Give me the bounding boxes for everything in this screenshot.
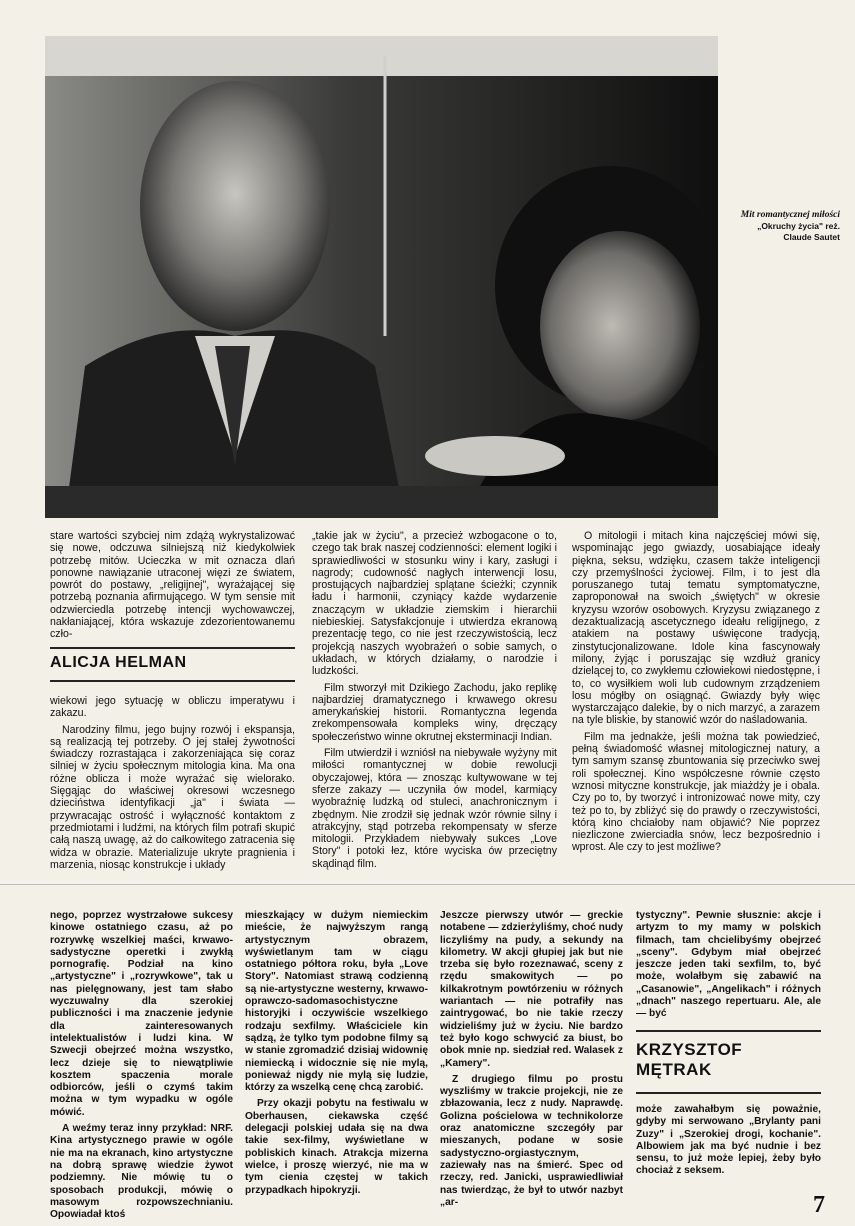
article1-column1-top (50, 530, 295, 645)
paragraph: stare wartości szybciej nim zdążą wykrystalizować się nowe, odczuwa silniejszą niż kiedykolwiek potrzebę mitów. Ucieczka w mit oznacza dlań ponowne nawiązanie utraconej więzi ze światem, powrót do postawy, „religijnej", wyrażającej się potrzebą poznania afirmującego. W tym sensie mit odzwierciedla potrzebę intencji wychowawczej, nakłaniającej, która wskazuje zdezorientowanemu czło- (50, 530, 295, 641)
author-rule-top (50, 647, 295, 649)
article1-column2 (312, 530, 557, 874)
paragraph: nego, poprzez wystrzałowe sukcesy kinowe ostatniego czasu, aż po rozrywkę wszelkiej maści, krwawo-sadystyczne operetki i zwykłą pornografię. Podział na kino „artystyczne" i „rozrywkowe", tak u nas pielęgnowany, jest tam słabo wyczuwalny dla szerokiej publiczności i ma znaczenie jedynie dla zainteresowanych intelektualistów i ludzi kina. W Szwecji obejrzeć można wszystko, lecz dzieje się to niewątpliwie kosztem spaczenia morale odbiorców, jeśli o czymś takim można w tym wypadku w ogóle mówić. (50, 910, 233, 1118)
paragraph: może zawahałbym się poważnie, gdyby mi serwowano „Brylanty pani Zuzy" i „Szerokiej drogi, kochanie". Albowiem jak ma być nudnie i bez sensu, to już może lepiej, żeby było chociaż z seksem. (636, 1104, 821, 1177)
paragraph: „takie jak w życiu", a przecież wzbogacone o to, czego tak brak naszej codzienności: element logiki i sprawiedliwości w stosunku winy i kary, zasługi i nagrody; cudowność nagłych interwencji losu, prostujących najbardziej splątane ścieżki; czynnik ładu i harmonii, czyniący każde wydarzenie znaczącym w układzie ziemskim i hierarchii niebieskiej. Satysfakcjonuje i utwierdza ekranową prezentację tego, co nie jest rzeczywistością, lecz projekcją naszych wyobrażeń o sobie samych, o układach, w których działamy, o narodzie i ludzkości. (312, 530, 557, 678)
film-still-photo (45, 36, 718, 518)
author-rule-bottom (50, 680, 295, 682)
article1-column3 (572, 530, 820, 858)
paragraph: Narodziny filmu, jego bujny rozwój i ekspansja, są realizacją tej potrzeby. O jej stałej żywotności świadczy rozrastająca i zakorzeniająca się coraz silniej w życiu społecznym mitologia kina. Ma ona różne oblicza i może wyrażać się wielorako. Sięgąjąc do właściwej okresowi wczesnego dzieciństwa identyfikacji „ja" i świata — przywracając ostrość i wyłączność kontaktom z przedmiotami i ludźmi, na których film potrafi skupić całą naszą uwagę, aż do całkowitego zatracenia się widza w obrazie. Materializuje ukryte pragnienia i marzenia, niosąc konstrukcje i układy (50, 723, 295, 871)
article1-column1-bottom (50, 695, 295, 875)
paragraph: O mitologii i mitach kina najczęściej mówi się, wspominając jego gwiazdy, uosabiające ideały piękna, seksu, wdzięku, czasem także inteligencji czy przemyślności życiowej. Film, i to jest dla poruszanego tutaj tematu symptomatyczne, zaproponował na swoich „świętych" w okresie kryzysu wzorów osobowych. Kryzysu związanego z dezaktualizacją ascetycznego ideału religijnego, z atakiem na postawy uświęcone tradycją, zinstytucjonalizowane. Idole kina fascynowały milony, żyjąc i poruszając się wzdłuż granicy dzielącej to, co zwykłemu człowiekowi niedostępne, i to, co wysiłkiem woli lub cudownym zrządzeniem losu mógłby on osiągnąć. Gwiazdy były więc wystarczająco dalekie, by o nich marzyć, a zarazem na tyle bliskie, by stanowić wzór do naśladowania. (572, 530, 820, 727)
paragraph: Jeszcze pierwszy utwór — greckie notabene — zdzierżyliśmy, choć nudy liczyliśmy na pudy, a sekundy na kilometry. W akcji głupiej jak but nie trzeba się było rozeznawać, sceny z rzędu smakowitych — po kilkakrotnym powtórzeniu w różnych wariantach — nie potrafiły nas zaintrygować, bo nie takie rzeczy widzieliśmy już w życiu. Nie bardzo też było kogo schwycić za biust, bo obok mnie np. siedział red. Walasek z „Kamery". (440, 910, 623, 1069)
paragraph: A weźmy teraz inny przykład: NRF. Kina artystycznego prawie w ogóle nie ma na ekranach, kino artystyczne na dobrą sprawę wiedzie żywot podziemny. Nie mówię tu o sposobach produkcji, mówię o masowym rozpowszechnianiu. Opowiadał ktoś (50, 1123, 233, 1221)
article1-author: ALICJA HELMAN (50, 654, 187, 671)
article2-column2 (245, 910, 428, 1201)
paragraph: Z drugiego filmu po prostu wyszliśmy w trakcie projekcji, nie ze zbłazowania, lecz z nudy. Naprawdę. Golizna pościelowa w technikolorze oraz anatomiczne szczegóły par mieszanych, podane w sosie sadystyczno-orgiastycznym, zaziewały nas na śmierć. Spec od rzeczy, red. Janicki, usprawiedliwiał nas twierdząc, że był to utwór nazbyt „ar- (440, 1073, 623, 1208)
paragraph: Przy okazji pobytu na festiwalu w Oberhausen, ciekawska część delegacji polskiej udała się na dwa takie sex-filmy, wyświetlane w pobliskich kinach. Atrakcja mizerna wielce, i proszę wierzyć, nie ma w tym cienia częstej w takich przypadkach hipokryzji. (245, 1098, 428, 1196)
paragraph: Film ma jednakże, jeśli można tak powiedzieć, pełną świadomość własnej mitologicznej natury, a tym samym szansę zbuntowania się przeciwko swej roli społecznej. Kino współczesne równie często wznosi mityczne konstrukcje, jak miażdży je i obala. Czy po to, by tworzyć i intronizować nowe mity, czy też po to, by zbliżyć się do prawdy o rzeczywistości, którą kino chciałoby nam objawić? Nie poprzez niezliczone zwierciadła snów, lecz bezpośrednio i wprost. Ale czy to jest możliwe? (572, 730, 820, 854)
author-first-name: KRZYSZTOF (636, 1040, 743, 1059)
article2-column1 (50, 910, 233, 1225)
page-number: 7 (813, 1192, 825, 1218)
article2-column4-bottom (636, 1104, 821, 1182)
caption-title: Mit romantycznej miłości (740, 210, 840, 220)
paragraph: tystyczny". Pewnie słusznie: akcje i artyzm to my mamy w polskich filmach, tam chcielibyśmy obejrzeć „sceny". Gdybym miał obejrzeć jeszcze jeden taki sexfilm, to, być może, wolałbym się zabawić na „Casanowie", „Angelikach" i różnych „dnach" naszego repertuaru. Ale, ale — być (636, 910, 821, 1020)
photo-caption (728, 210, 840, 243)
paragraph: Film utwierdził i wzniósł na niebywałe wyżyny mit miłości romantycznej w dobie rewolucji obyczajowej, która — znosząc kultywowane w tej sferze zakazy — uczyniła ów model, karmiący wyobraźnię ludzką od stuleci, anachronicznym i zbędnym. Nie zrodził się jednak wzór równie silny i atrakcyjny, stąd potrzeba rekompensaty w sferze mitologii. Przykładem niebywały sukces „Love Story" i potoki łez, które wyciska ów przeciętny skądinąd film. (312, 747, 557, 870)
paragraph: mieszkający w dużym niemieckim mieście, że najwyższym rangą artystycznym obrazem, wyświetlanym tam w ciągu ostatniego półtora roku, była „Love Story". Natomiast strawą codzienną są nie-artystyczne westerny, krwawo-oprawczo-sadomasochistyczne historyjki i oczywiście wszelkiego rodzaju sexfilmy. Właściciele kin sądzą, że tylko tym podobne filmy są w stanie zgromadzić dzisiaj widownię niemiecką i widocznie się nie mylą, ponieważ nigdy nie mylą się ludzie, którzy za wszelką cenę chcą zarobić. (245, 910, 428, 1094)
caption-director: Claude Sautet (783, 232, 840, 242)
article2-column4-top (636, 910, 821, 1025)
author2-rule-bottom (636, 1092, 821, 1094)
paragraph: wiekowi jego sytuację w obliczu imperatywu i zakazu. (50, 695, 295, 720)
article2-column3 (440, 910, 623, 1213)
article2-author (636, 1040, 742, 1080)
author2-rule-top (636, 1030, 821, 1032)
film-still-image (45, 36, 718, 518)
caption-film: „Okruchy życia" reż. (757, 221, 840, 231)
author-last-name: MĘTRAK (636, 1060, 712, 1079)
article-divider (0, 884, 855, 885)
paragraph: Film stworzył mit Dzikiego Zachodu, jako replikę najbardziej dramatycznego i krwawego okresu amerykańskiej historii. Romantyczna legenda zrekompensowała kompleks winy, dręczący społeczeństwo winne okrutnej eksterminacji Indian. (312, 681, 557, 743)
